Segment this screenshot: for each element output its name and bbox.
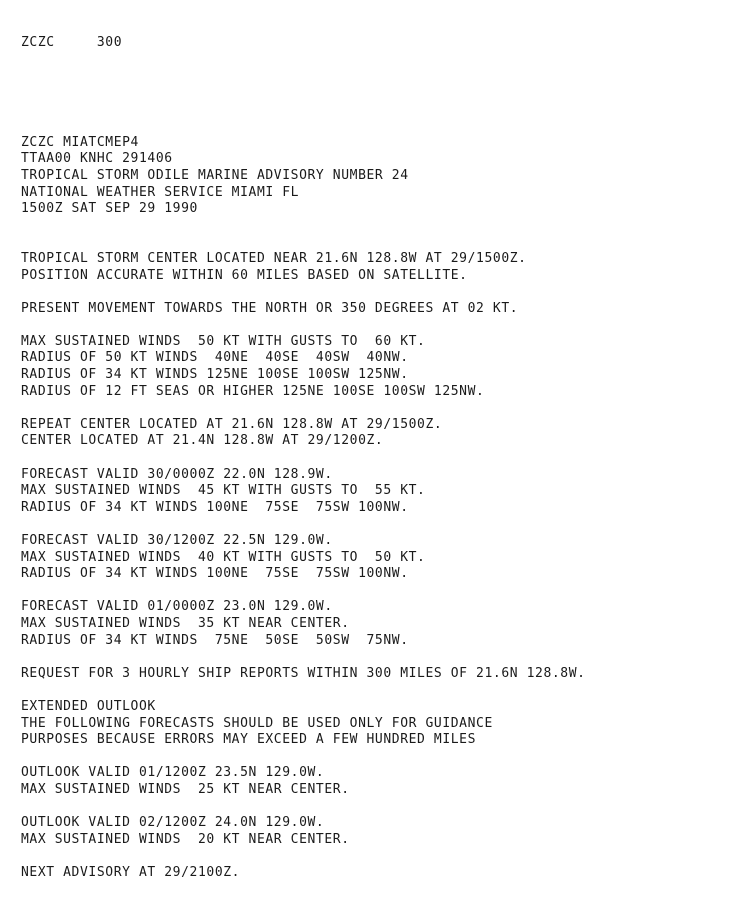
advisory-line: MAX SUSTAINED WINDS 35 KT NEAR CENTER. [21, 615, 350, 631]
blank-line [21, 218, 721, 235]
advisory-line: RADIUS OF 34 KT WINDS 100NE 75SE 75SW 100NW. [21, 566, 409, 582]
advisory-line: MAX SUSTAINED WINDS 50 KT WITH GUSTS TO 60 KT. [21, 333, 426, 349]
advisory-line: TROPICAL STORM ODILE MARINE ADVISORY NUMBER 24 [21, 167, 409, 183]
advisory-line: 1500Z SAT SEP 29 1990 [21, 201, 198, 217]
blank-line [21, 450, 721, 467]
advisory-line: TTAA00 KNHC 291406 [21, 151, 173, 167]
advisory-body [21, 135, 721, 882]
blank-line [21, 234, 721, 251]
advisory-line: OUTLOOK VALID 01/1200Z 23.5N 129.0W. [21, 765, 325, 781]
advisory-line: CENTER LOCATED AT 21.4N 128.8W AT 29/1200Z. [21, 433, 384, 449]
blank-line [21, 848, 721, 865]
advisory-line: THE FOLLOWING FORECASTS SHOULD BE USED ONLY FOR GUIDANCE [21, 715, 493, 731]
advisory-line: POSITION ACCURATE WITHIN 60 MILES BASED ON SATELLITE. [21, 267, 468, 283]
advisory-line: PURPOSES BECAUSE ERRORS MAY EXCEED A FEW HUNDRED MILES [21, 732, 477, 748]
advisory-line: MAX SUSTAINED WINDS 40 KT WITH GUSTS TO 50 KT. [21, 549, 426, 565]
advisory-line: RADIUS OF 34 KT WINDS 125NE 100SE 100SW 125NW. [21, 367, 409, 383]
advisory-line: FORECAST VALID 30/0000Z 22.0N 128.9W. [21, 466, 333, 482]
advisory-line: MAX SUSTAINED WINDS 45 KT WITH GUSTS TO 55 KT. [21, 483, 426, 499]
advisory-line: TROPICAL STORM CENTER LOCATED NEAR 21.6N 128.8W AT 29/1500Z. [21, 250, 527, 266]
blank-line [21, 400, 721, 417]
blank-line [21, 317, 721, 334]
blank-line [21, 284, 721, 301]
advisory-line: REPEAT CENTER LOCATED AT 21.6N 128.8W AT 29/1500Z. [21, 416, 443, 432]
advisory-line: RADIUS OF 50 KT WINDS 40NE 40SE 40SW 40NW. [21, 350, 409, 366]
advisory-line: FORECAST VALID 30/1200Z 22.5N 129.0W. [21, 533, 333, 548]
advisory-line: RADIUS OF 34 KT WINDS 100NE 75SE 75SW 100NW. [21, 499, 409, 515]
advisory-line: RADIUS OF 12 FT SEAS OR HIGHER 125NE 100SE 100SW 125NW. [21, 383, 485, 399]
blank-line [21, 749, 721, 766]
blank-line [21, 516, 721, 533]
advisory-line: EXTENDED OUTLOOK [21, 698, 156, 714]
blank-line [21, 682, 721, 699]
blank-line [21, 649, 721, 666]
spacer [21, 85, 721, 102]
advisory-document [21, 2, 721, 898]
advisory-line: PRESENT MOVEMENT TOWARDS THE NORTH OR 350 DEGREES AT 02 KT. [21, 300, 519, 316]
advisory-line: MAX SUSTAINED WINDS 25 KT NEAR CENTER. [21, 781, 350, 797]
blank-line [21, 583, 721, 600]
advisory-line: ZCZC MIATCMEP4 [21, 134, 139, 150]
advisory-line: MAX SUSTAINED WINDS 20 KT NEAR CENTER. [21, 831, 350, 847]
advisory-line: RADIUS OF 34 KT WINDS 75NE 50SE 50SW 75NW. [21, 632, 409, 648]
advisory-line: NATIONAL WEATHER SERVICE MIAMI FL [21, 184, 300, 200]
advisory-line: FORECAST VALID 01/0000Z 23.0N 129.0W. [21, 599, 333, 615]
advisory-line: OUTLOOK VALID 02/1200Z 24.0N 129.0W. [21, 815, 325, 831]
advisory-line: NEXT ADVISORY AT 29/2100Z. [21, 864, 241, 880]
advisory-line: REQUEST FOR 3 HOURLY SHIP REPORTS WITHIN 300 MILES OF 21.6N 128.8W. [21, 665, 586, 681]
transmission-header: ZCZC 300 [21, 35, 123, 51]
